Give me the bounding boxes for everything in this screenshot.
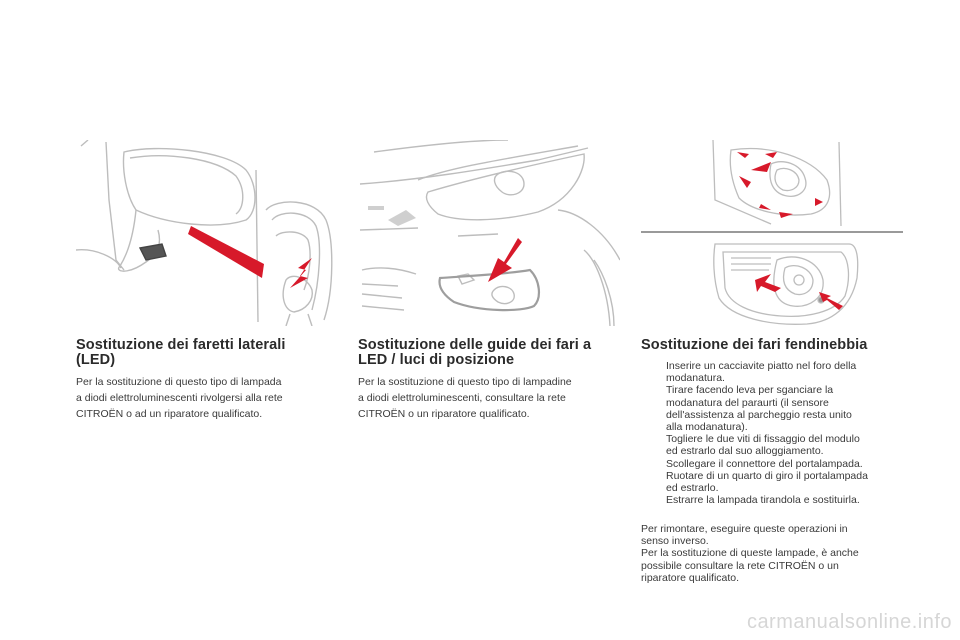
red-arrow-3: [488, 238, 522, 282]
steps-list: [641, 360, 906, 506]
red-arrow-4: [755, 274, 781, 292]
illustration-fog-trim: [711, 140, 847, 230]
section-body: Per la sostituzione di questo tipo di lampada a diodi elettroluminescenti rivolgersi alla rete CITROËN o ad un riparatore qualificato.: [76, 376, 283, 420]
list-item: Tirare facendo leva per sganciare la modanatura del paraurti (il sensore dell'assistenza al parcheggio resta unito alla modanatura).: [666, 384, 852, 434]
fog-module-drawing: [711, 238, 861, 326]
list-item: Inserire un cacciavite piatto nel foro della modanatura.: [666, 360, 857, 385]
list-item: Scollegare il connettore del portalampada.: [666, 457, 863, 470]
section-title: Sostituzione delle guide dei fari a LED / luci di posizione: [358, 337, 592, 368]
mirror-drawing: [76, 140, 338, 326]
illustration-front-bumper: [358, 140, 620, 326]
illustration-fog-module: [711, 238, 861, 326]
red-arrow-1: [188, 226, 264, 278]
closing-text: Per rimontare, eseguire queste operazioni in senso inverso. Per la sostituzione di queste lampade, è anche possibile consultare la rete CITROËN o un riparatore qualificato.: [641, 523, 859, 584]
section-body: Per la sostituzione di questo tipo di lampadine a diodi elettroluminescenti, consultare la rete CITROËN o un riparatore qualificato.: [358, 376, 572, 420]
bumper-drawing: [358, 140, 620, 326]
watermark: carmanualsonline.info: [746, 611, 952, 633]
illustration-mirror: [76, 140, 338, 326]
section-title: Sostituzione dei fari fendinebbia: [641, 337, 868, 353]
section-title: Sostituzione dei faretti laterali (LED): [76, 337, 286, 368]
list-item: Togliere le due viti di fissaggio del modulo ed estrarlo dal suo alloggiamento.: [666, 433, 860, 458]
fog-trim-drawing: [711, 140, 847, 230]
list-item: Ruotare di un quarto di giro il portalampada ed estrarlo.: [666, 469, 868, 495]
divider: [641, 231, 903, 233]
list-item: Estrarre la lampada tirandola e sostituirla.: [666, 494, 860, 507]
